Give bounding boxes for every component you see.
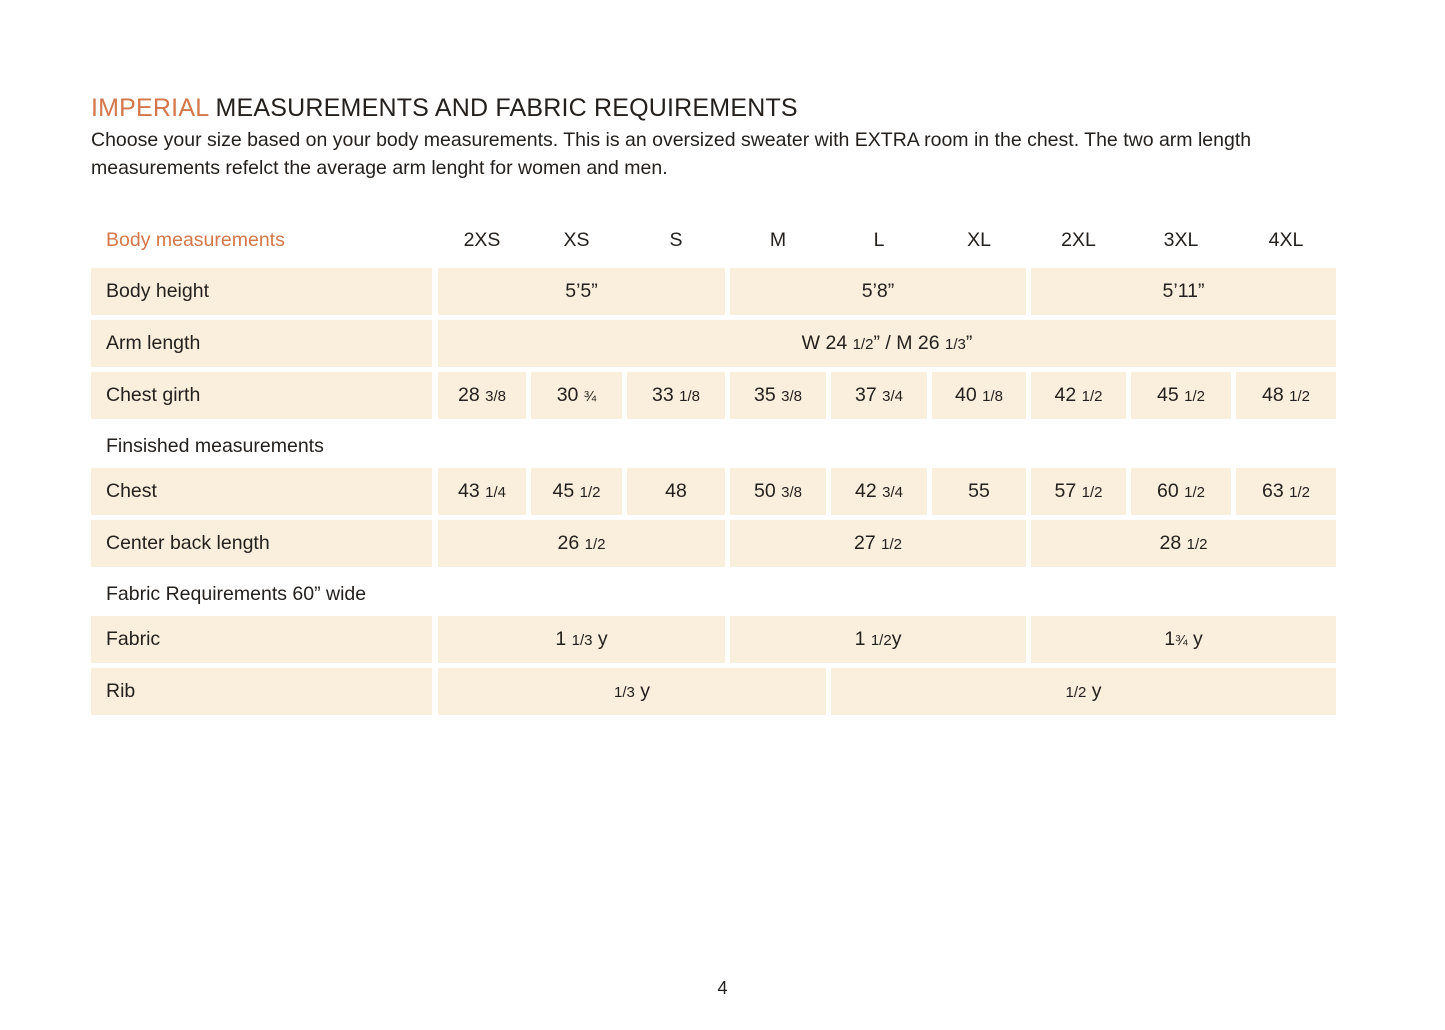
table-row bbox=[91, 616, 1336, 663]
table-cell: 45 1/2 bbox=[1131, 372, 1231, 419]
table-cell: 40 1/8 bbox=[932, 372, 1026, 419]
table-header-row bbox=[91, 220, 1336, 260]
table-cell-merged: 1 1/3 y bbox=[438, 616, 725, 663]
table-cell: 57 1/2 bbox=[1031, 468, 1126, 515]
section-heading-finished: Finsished measurements bbox=[106, 435, 324, 457]
table-row bbox=[91, 668, 1336, 715]
table-cell-merged: 5’8” bbox=[730, 268, 1026, 315]
table-cell: 48 bbox=[627, 468, 725, 515]
table-row bbox=[91, 372, 1336, 419]
table-cell: 63 1/2 bbox=[1236, 468, 1336, 515]
title-rest: MEASUREMENTS AND FABRIC REQUIREMENTS bbox=[208, 94, 798, 122]
table-cell: 28 3/8 bbox=[438, 372, 526, 419]
header-size-xl: XL bbox=[967, 229, 991, 251]
table-cell: 42 3/4 bbox=[831, 468, 927, 515]
table-cell: 35 3/8 bbox=[730, 372, 826, 419]
table-cell-merged: 5’5” bbox=[438, 268, 725, 315]
header-size-3xl: 3XL bbox=[1163, 229, 1199, 251]
table-cell: 37 3/4 bbox=[831, 372, 927, 419]
table-cell: 60 1/2 bbox=[1131, 468, 1231, 515]
table-cell-merged: 27 1/2 bbox=[730, 520, 1026, 567]
intro-paragraph: Choose your size based on your body measurements. This is an oversized sweater with EXTRA room in the chest. The two arm length measurements refelct the average arm lenght for women and men. bbox=[91, 129, 1252, 179]
table-cell: 45 1/2 bbox=[531, 468, 622, 515]
row-label: Fabric bbox=[91, 616, 432, 663]
header-label: Body measurements bbox=[106, 229, 285, 251]
page-number: 4 bbox=[717, 978, 728, 998]
header-size-4xl: 4XL bbox=[1268, 229, 1304, 251]
header-size-2xs: 2XS bbox=[463, 229, 501, 251]
table-row bbox=[91, 468, 1336, 515]
row-label: Center back length bbox=[91, 520, 432, 567]
table-cell-merged: 28 1/2 bbox=[1031, 520, 1336, 567]
title-accent: IMPERIAL bbox=[91, 94, 209, 122]
table-cell: 50 3/8 bbox=[730, 468, 826, 515]
table-cell-merged: 1/3 y bbox=[438, 668, 826, 715]
table-cell: 48 1/2 bbox=[1236, 372, 1336, 419]
table-cell-merged: 1¾ y bbox=[1031, 616, 1336, 663]
row-label: Rib bbox=[91, 668, 432, 715]
header-size-2xl: 2XL bbox=[1061, 229, 1096, 251]
table-cell: 55 bbox=[932, 468, 1026, 515]
table-cell-merged: W 24 1/2” / M 26 1/3” bbox=[438, 320, 1336, 367]
table-cell: 42 1/2 bbox=[1031, 372, 1126, 419]
table-cell: 33 1/8 bbox=[627, 372, 725, 419]
measurements-table bbox=[91, 220, 1336, 720]
table-row bbox=[91, 320, 1336, 367]
header-size-l: L bbox=[873, 229, 885, 251]
table-cell: 43 1/4 bbox=[438, 468, 526, 515]
table-row bbox=[91, 268, 1336, 315]
row-label: Body height bbox=[91, 268, 432, 315]
table-row bbox=[91, 520, 1336, 567]
row-label: Chest bbox=[91, 468, 432, 515]
row-label: Arm length bbox=[91, 320, 432, 367]
table-cell-merged: 26 1/2 bbox=[438, 520, 725, 567]
header-size-m: M bbox=[769, 229, 787, 251]
header-size-s: S bbox=[669, 229, 683, 251]
table-cell-merged: 5’11” bbox=[1031, 268, 1336, 315]
row-label: Chest girth bbox=[91, 372, 432, 419]
page-title bbox=[91, 94, 798, 123]
section-heading-fabric: Fabric Requirements 60” wide bbox=[106, 583, 367, 605]
table-cell-merged: 1/2 y bbox=[831, 668, 1336, 715]
header-size-xs: XS bbox=[563, 229, 590, 251]
table-cell-merged: 1 1/2y bbox=[730, 616, 1026, 663]
table-cell: 30 ¾ bbox=[531, 372, 622, 419]
